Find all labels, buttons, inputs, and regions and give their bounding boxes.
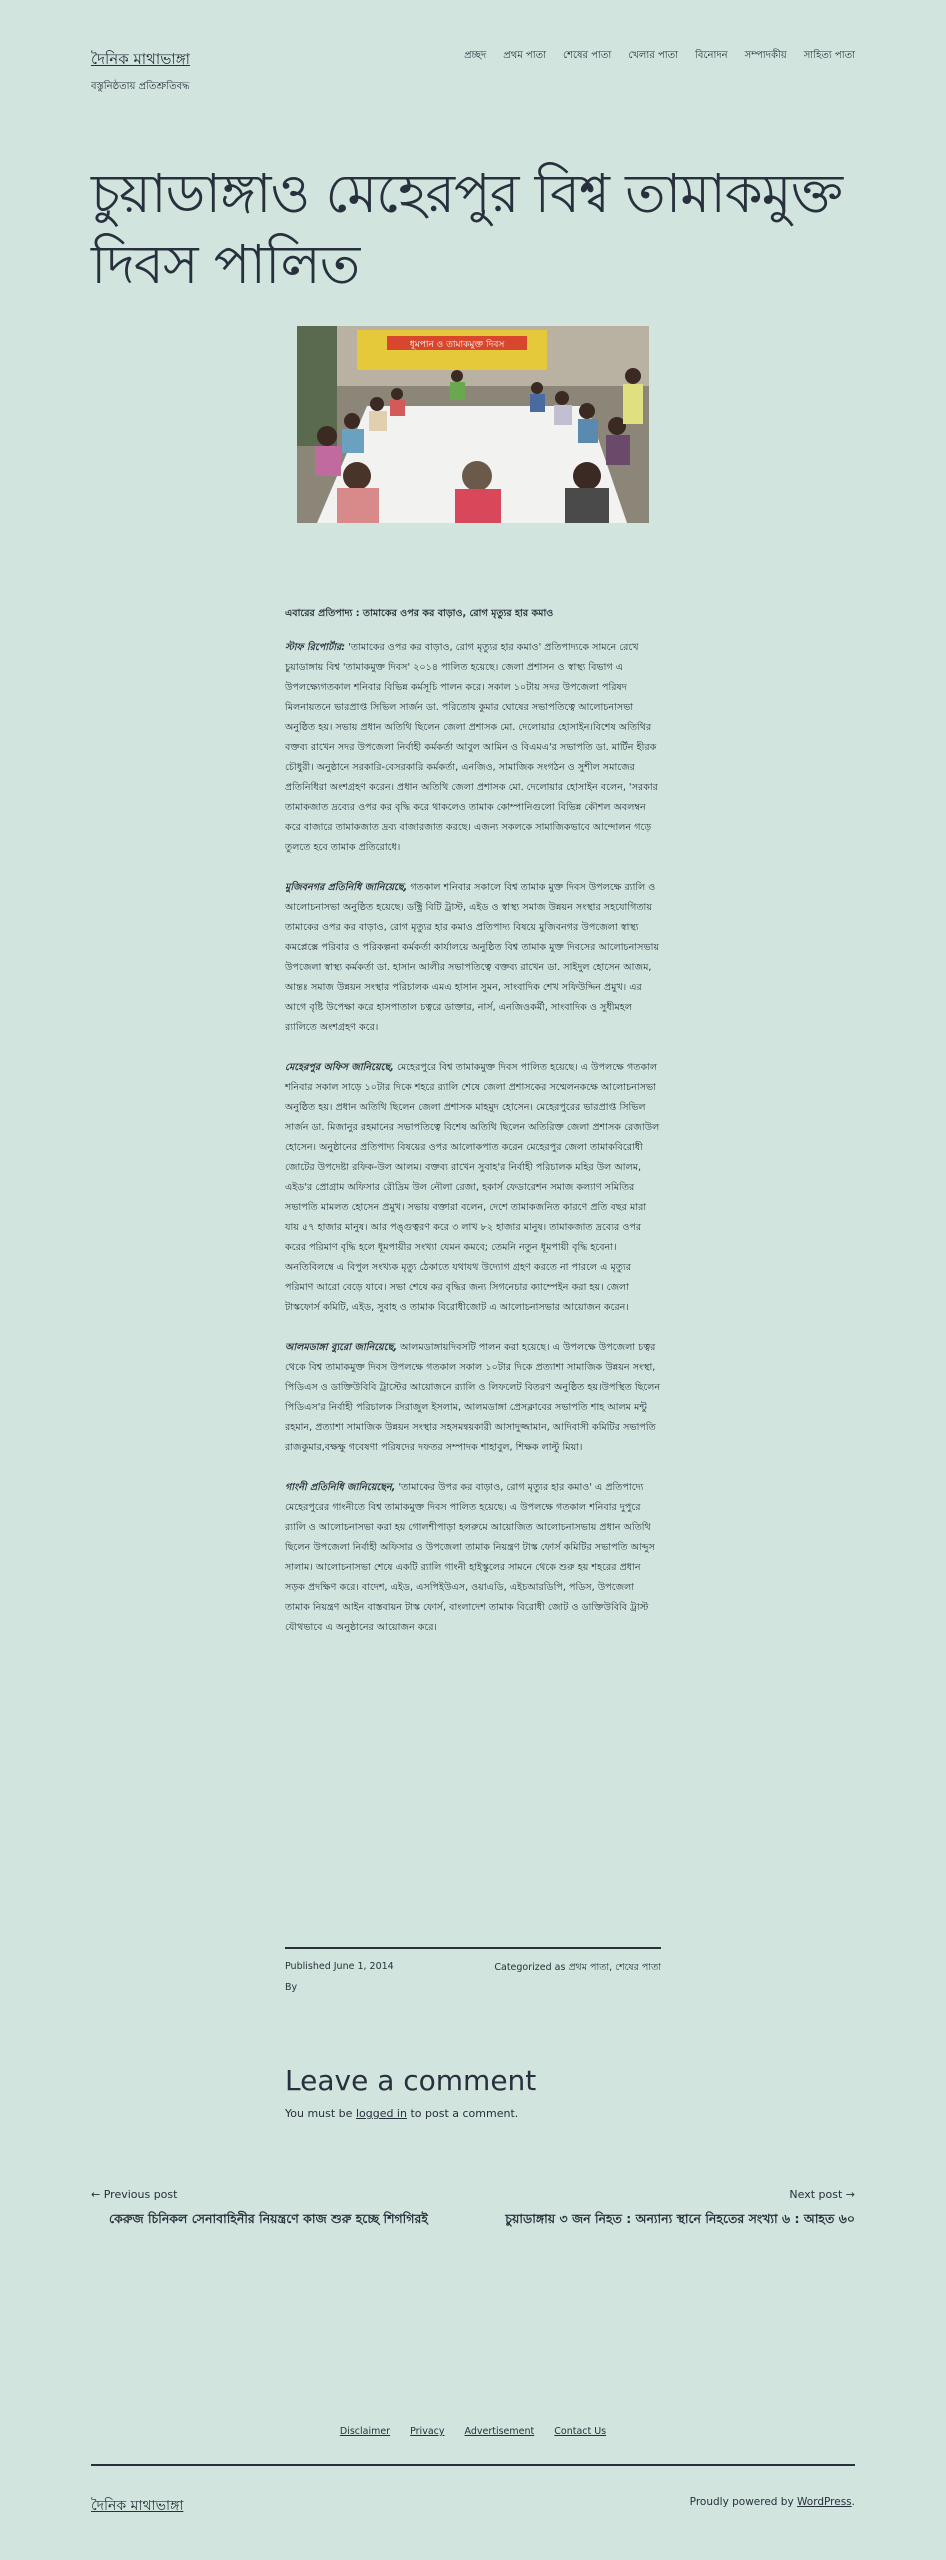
paragraph-source: আলমডাঙ্গা ব্যুরো জানিয়েছে,	[285, 1342, 398, 1353]
footer-menu	[0, 2426, 946, 2437]
paragraph-source: স্টাফ রিপোর্টার:	[285, 642, 346, 653]
site-description: বস্তুনিষ্ঠতায় প্রতিশ্রুতিবদ্ধ	[91, 81, 190, 92]
powered-suffix: .	[851, 2496, 855, 2508]
next-post-title[interactable]: চুয়াডাঙ্গায় ৩ জন নিহত : অন্যান্য স্থানে নিহতের সংখ্যা ৬ : আহত ৬০	[505, 2211, 855, 2226]
entry-footer	[285, 1947, 661, 1993]
featured-image	[297, 326, 649, 523]
meeting-photo-illustration	[297, 326, 649, 523]
paragraph-source: গাংনী প্রতিনিধি জানিয়েছেন,	[285, 1482, 396, 1493]
article-paragraph	[285, 638, 661, 858]
login-link[interactable]: logged in	[355, 2107, 407, 2120]
footer-site-title[interactable]: দৈনিক মাথাভাঙ্গা	[91, 2498, 184, 2514]
previous-post-title[interactable]: কেরুজ চিনিকল সেনাবাহিনীর নিয়ন্ত্রণে কাজ শুরু হচ্ছে শিগগিরই	[109, 2211, 428, 2226]
powered-by	[690, 2496, 855, 2508]
nav-item-editorial[interactable]: সম্পাদকীয়	[744, 50, 787, 61]
categories	[494, 1961, 661, 1976]
nav-item-last-page[interactable]: শেষের পাতা	[563, 50, 612, 61]
site-footer	[91, 2464, 855, 2518]
category-links[interactable]: প্রথম পাতা, শেষের পাতা	[568, 1962, 661, 1973]
paragraph-text: 'তামাকের ওপর কর বাড়াও, রোগ মৃত্যুর হার কমাও' প্রতিপাদ্যকে সামনে রেখে চুয়াডাঙ্গায় বিশ্ব 'তামাকমুক্ত দিবস' ২০১৪ পালিত হয়েছে। জেলা প্রশাসন ও স্বাস্থ্য বিভাগ এ উপলক্ষ্যেগতকাল শনিবার বিভিন্ন কর্মসূচি পালন করে। সকাল ১০টায় সদর উপজেলা পরিষদ মিলনায়তনে ভারপ্রাপ্ত সিভিল সার্জন ডা. পরিতোষ কুমার ঘোষের সভাপতিত্বে আলোচনাসভা অনুষ্ঠিত হয়। সভায় প্রধান অতিথি ছিলেন জেলা প্রশাসক মো. দেলোয়ার হোসাইন।বিশেষ অতিথির বক্তব্য রাখেন সদর উপজেলা নির্বাহী কর্মকর্তা আবুল আমিন ও বিএমএ'র সভাপতি ডা. মার্টিন হীরক চৌধুরী। অনুষ্ঠানে সরকারি-বেসরকারি কর্মকর্তা, এনজিও, সামাজিক সংগঠন ও সুশীল সমাজের প্রতিনিধিরা অংশগ্রহণ করেন। প্রধান অতিথি জেলা প্রশাসক মো. দেলোয়ার হোসাইন বলেন, 'সরকার তামাকজাত দ্রব্যের ওপর কর বৃদ্ধি করে থাকলেও তামাক কোম্পানিগুলো বিভিন্ন কৌশল অবলম্বন করে বাজারে তামাকজাত দ্রব্য বাজারজাত করছে। এজন্য সকলকে সামাজিকভাবে আন্দোলন গড়ে তুলতে হবে তামাক প্রতিরোধে।	[285, 642, 658, 853]
paragraph-text: আলমডাঙ্গায়দিবসটি পালন করা হয়েছে। এ উপলক্ষে উপজেলা চত্বর থেকে বিশ্ব তামাকমুক্ত দিবস উপলক্ষে গতকাল সকাল ১০টার দিকে প্রত্যাশা সামাজিক উন্নয়ন সংস্থা, পিডিএস ও ডাক্তিউবিবি ট্রাস্টের আয়োজনে র‌্যালি ও লিফলেট বিতরণ অনুষ্ঠিত হয়।উপস্থিত ছিলেন পিডিএস'র নির্বাহী পরিচালক সিরাজুল ইসলাম, আলমডাঙ্গা প্রেসক্লাবের সভাপতি শাহ আলম মন্টু রহমান, প্রত্যাশা সামাজিক উন্নয়ন সংস্থার সহসমন্বয়কারী আসাদুজ্জামান, আদিবাসী কমিটির সভাপতি রাজকুমার,বক্ষক্ষু গবেষণা পরিষদের দফতর সম্পাদক শাহাবুল, শিক্ষক লাল্টু মিয়া।	[285, 1342, 661, 1453]
wordpress-link[interactable]: WordPress	[797, 2496, 852, 2508]
paragraph-source: মুজিবনগর প্রতিনিধি জানিয়েছে,	[285, 882, 408, 893]
nav-item-entertainment[interactable]: বিনোদন	[695, 50, 728, 61]
article-paragraph	[285, 1478, 661, 1638]
article-lead: এবারের প্রতিপাদ্য : তামাকের ওপর কর বাড়াও, রোগ মৃত্যুর হার কমাও	[285, 608, 554, 619]
entry-content	[285, 604, 661, 1658]
banner-text: ধূমপান ও তামাকমুক্ত দিবস	[409, 340, 505, 350]
nav-item-sports[interactable]: খেলার পাতা	[628, 50, 679, 61]
byline: By	[285, 1982, 298, 1993]
footer-link-contact[interactable]: Contact Us	[554, 2426, 607, 2437]
next-post-meta	[465, 2188, 855, 2201]
next-post-link[interactable]	[465, 2188, 855, 2228]
comment-heading: Leave a comment	[285, 2064, 537, 2097]
page-title: চুয়াডাঙ্গাও মেহেরপুর বিশ্ব তামাকমুক্ত দিবস পালিত	[91, 162, 843, 296]
login-notice-prefix: You must be	[285, 2107, 356, 2120]
powered-prefix: Proudly powered by	[689, 2496, 798, 2508]
article-paragraph	[285, 878, 661, 1038]
paragraph-text: গতকাল শনিবার সকালে বিশ্ব তামাক মুক্ত দিবস উপলক্ষে র‌্যালি ও আলোচনাসভা অনুষ্ঠিত হয়েছে। ডক্ট্রি বিটি ট্রাস্ট, এইড ও স্বাস্থ্য সমাজ উন্নয়ন সংস্থার সহযোগিতায় তামাকের ওপর কর বাড়াও, রোগ মৃত্যুর হার কমাও প্রতিপাদ্য বিষয়ে মুজিবনগর উপজেলা স্বাস্থ্য কমপ্লেক্সে পরিবার ও পরিকল্পনা কর্মকর্তা কার্যালয়ে অনুষ্ঠিত বিশ্ব তামাক মুক্ত দিবসের আলোচনাসভায় উপজেলা স্বাস্থ্য কর্মকর্তা ডা. হাসান আলীর সভাপতিত্বে বক্তব্য রাখেন ডা. সাইদুল হোসেন আজম, আন্তঃ সমাজ উন্নয়ন সংস্থার পরিচালক এমএ হাসান সুমন, সাংবাদিক শেখ সফিউদ্দিন প্রমুখ। এর আগে বৃষ্টি উপেক্ষা করে হাসপাতাল চত্বরে ডাক্তার, নার্স, এনজিওকর্মী, সাংবাদিক ও সুধীমহল র‌্যালিতে অংশগ্রহণ করে।	[285, 882, 660, 1033]
arrow-right-icon: →	[842, 2188, 855, 2201]
login-notice	[285, 2107, 661, 2120]
login-notice-suffix: to post a comment.	[406, 2107, 519, 2120]
next-post-label: Next post	[789, 2188, 843, 2201]
nav-item-home[interactable]: প্রচ্ছদ	[464, 50, 487, 61]
site-title[interactable]: দৈনিক মাথাভাঙ্গা	[91, 50, 191, 68]
previous-post-label: Previous post	[103, 2188, 178, 2201]
footer-link-advertisement[interactable]: Advertisement	[464, 2426, 535, 2437]
comments-area	[285, 2064, 661, 2120]
primary-menu	[464, 48, 855, 65]
previous-post-meta	[91, 2188, 481, 2201]
article-paragraph	[285, 1338, 661, 1458]
paragraph-source: মেহেরপুর অফিস জানিয়েছে,	[285, 1062, 394, 1073]
footer-link-disclaimer[interactable]: Disclaimer	[339, 2426, 391, 2437]
categories-prefix: Categorized as	[494, 1962, 569, 1973]
footer-link-privacy[interactable]: Privacy	[410, 2426, 445, 2437]
paragraph-text: 'তামাকের উপর কর বাড়াও, রোগ মৃত্যুর হার কমাও' এ প্রতিপাদ্যে মেহেরপুরের গাংনীতে বিশ্ব তামাকমুক্ত দিবস পালিত হয়েছে। এ উপলক্ষে গতকাল শনিবার দুপুরে র‌্যালি ও আলোচনাসভা করা হয় গোলশীপাড়া হলরুমে আয়োজিত আলোচনাসভায় প্রধান অতিথি ছিলেন উপজেলা নির্বাহী অফিসার ও উপজেলা তামাক নিয়ন্ত্রণ টাস্ক ফোর্স কমিটির সভাপতি আব্দুস সালাম। আলোচনাসভা শেষে একটি র‌্যালি গাংনী হাইস্কুলের সামনে থেকে শুরু হয় শহরের প্রধান সড়ক প্রদক্ষিণ করে। বাদেশ, এইড, এসপিইউএস, ওয়াএডি, এইচআরডিপি, পডিস, উপজেলা তামাক নিয়ন্ত্রণ আইন বাস্তবায়ন টাস্ক ফোর্স, বাংলাদেশ তামাক বিরোধী জোট ও ডাক্তিউবিবি ট্রাস্ট যৌথভাবে এ অনুষ্ঠানের আয়োজন করে।	[285, 1482, 655, 1633]
paragraph-text: মেহেরপুরে বিশ্ব তামাকমুক্ত দিবস পালিত হয়েছে। এ উপলক্ষে গতকাল শনিবার সকাল সাড়ে ১০টার দিকে শহরে র‌্যালি শেষে জেলা প্রশাসকের সম্মেলনকক্ষে আলোচনাসভা অনুষ্ঠিত হয়। প্রধান অতিথি ছিলেন জেলা প্রশাসক মাহমুদ হোসেন। মেহেরপুরের ভারপ্রাপ্ত সিভিল সার্জন ডা. মিজানুর রহমানের সভাপতিত্বে বিশেষ অতিথি ছিলেন অতিরিক্ত জেলা প্রশাসক রেজাউল হোসেন। অনুষ্ঠানের প্রতিপাদ্য বিষয়ের ওপর আলোকপাত করেন মেহেরপুর জেলা তামাকবিরোধী জোটের উপদেষ্টা রফিক-উল আলম। বক্তব্য রাখেন সুবাহ'র নির্বাহী পরিচালক মহির উল আলম, এইড'র প্রোগ্রাম অফিসার রৌদ্রিম উল নৌলা রেজা, হকার্স ফেডারেশন সমাজ কল্যাণ সমিতির সভাপতি মামলত হোসেন প্রমুখ। সভায় বক্তারা বলেন, দেশে তামাকজনিত কারণে প্রতি বছর মারা যায় ৫৭ হাজার মানুষ। আর পঙ্গুত্বরণ করে ৩ লাখ ৮২ হাজার মানুষ। তামাকজাত দ্রব্যের ওপর করের পরিমাণ বৃদ্ধি হলে ধূমপায়ীর সংখ্যা যেমন কমবে; তেমনি নতুন ধূমপায়ী বৃদ্ধি হবেনা। অনতিবিলম্বে এ বিপুল সংখ্যক মৃত্যু ঠেকাতে যথাযথ উদ্যোগ গ্রহণ করতে না পারলে এ মৃত্যুর পরিমাণ আরো বেড়ে যাবে। সভা শেষে কর বৃদ্ধির জন্য সিগনেচার ক্যাম্পেইন করা হয়। জেলা টাস্কফোর্স কমিটি, এইড, সুবাহ ও তামাক বিরোধীজোট এ আলোচনাসভার আয়োজন করেন।	[285, 1062, 660, 1313]
site-header	[91, 48, 855, 96]
arrow-left-icon: ←	[91, 2188, 104, 2201]
nav-item-first-page[interactable]: প্রথম পাতা	[503, 50, 547, 61]
previous-post-link[interactable]	[91, 2188, 481, 2228]
posted-on: Published June 1, 2014	[285, 1961, 394, 1972]
article-paragraph	[285, 1058, 661, 1318]
nav-item-literature[interactable]: সাহিত্য পাতা	[803, 50, 855, 61]
